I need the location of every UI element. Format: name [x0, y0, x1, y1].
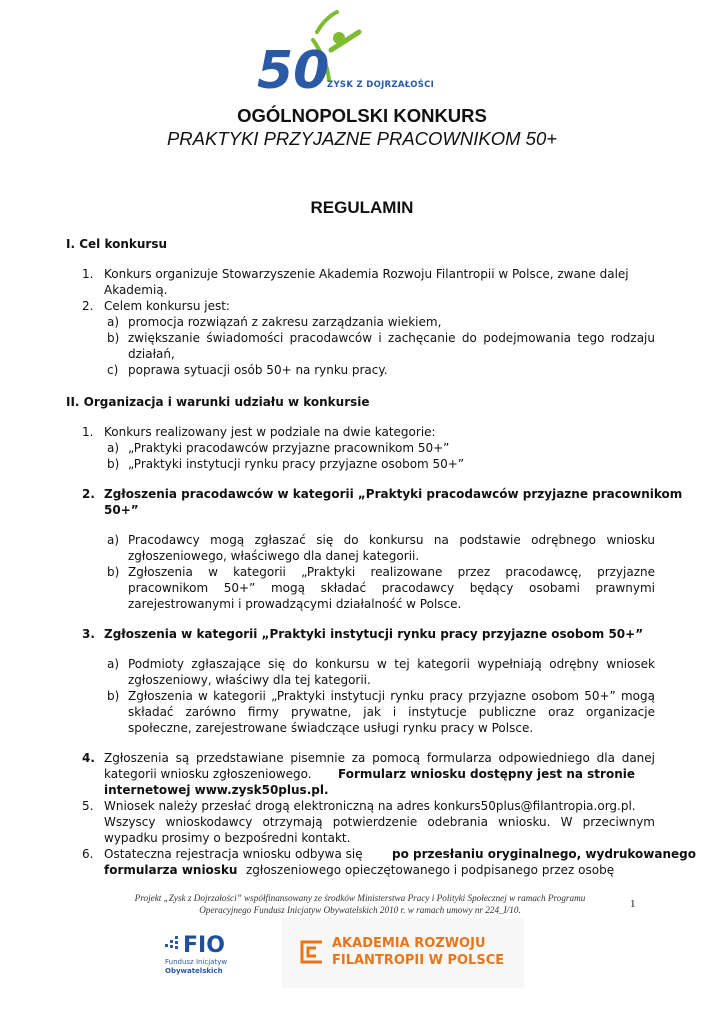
paragraph-line: pracownikom 50+” mogą składać pracodawcy będący osobami prawnymi [128, 581, 655, 595]
fio-sub-1: Fundusz Inicjatyw [165, 958, 228, 966]
paragraph-heading-line: Zgłoszenia w kategorii „Praktyki instytucji rynku pracy przyjazne osobom 50+” [104, 627, 644, 641]
list-number: 5. [82, 799, 94, 813]
arfp-line-1: AKADEMIA ROZWOJU [332, 936, 486, 951]
paragraph-line: poprawa sytuacji osób 50+ na rynku pracy. [128, 363, 388, 377]
paragraph-line: wypadku prosimy o bezpośredni kontakt. [104, 831, 351, 845]
sub-label: b) [107, 689, 120, 703]
paragraph-line-bold: formularza wniosku [104, 863, 238, 877]
list-number: 3. [82, 627, 95, 641]
paragraph-line: Zgłoszenia są przedstawiane pisemnie za pomocą formularza odpowiedniego dla danej [104, 751, 655, 765]
akademia-rozwoju-filantropii-logo [282, 918, 524, 988]
paragraph-line: „Praktyki instytucji rynku pracy przyjazne osobom 50+” [128, 457, 465, 471]
list-number: 1. [82, 267, 94, 281]
list-number: 2. [82, 487, 95, 501]
paragraph-line: zgłoszeniowego, właściwego dla danej kategorii. [128, 549, 420, 563]
sub-label: b) [107, 331, 120, 345]
list-number: 6. [82, 847, 94, 861]
title-line-2: PRAKTYKI PRZYJAZNE PRACOWNIKOM 50+ [166, 128, 558, 149]
sub-label: a) [107, 441, 120, 455]
sub-label: a) [107, 657, 120, 671]
paragraph-line: społeczne, zarejestrowane świadczące usługi rynku pracy w Polsce. [128, 721, 534, 735]
paragraph-line: Akademią. [104, 283, 168, 297]
title-line-1: OGÓLNOPOLSKI KONKURS [237, 105, 487, 126]
paragraph-line: Pracodawcy mogą zgłaszać się do konkursu na podstawie odrębnego wniosku [128, 533, 655, 547]
paragraph-line: Zgłoszenia w kategorii „Praktyki realizowane przez pracodawcę, przyjazne [128, 565, 655, 579]
paragraph-line-bold: internetowej www.zysk50plus.pl. [104, 783, 329, 797]
paragraph-line: Konkurs realizowany jest w podziale na dwie kategorie: [104, 425, 436, 439]
sub-label: c) [107, 363, 119, 377]
sub-label: b) [107, 457, 120, 471]
paragraph-line: Ostateczna rejestracja wniosku odbywa się [104, 847, 363, 861]
section-2-heading: II. Organizacja i warunki udziału w konkursie [66, 395, 370, 409]
fio-sub-2: Obywatelskich [165, 967, 223, 975]
paragraph-line: składać zarówno firmy prywatne, jak i instytucje publiczne oraz organizacje [128, 705, 655, 719]
paragraph-line: zgłoszeniowy, właściwy dla tej kategorii. [128, 673, 371, 687]
paragraph-line-bold: Formularz wniosku dostępny jest na stronie [338, 767, 635, 781]
paragraph-line: Celem konkursu jest: [104, 299, 230, 313]
sub-label: b) [107, 565, 120, 579]
sub-label: a) [107, 315, 120, 329]
paragraph-line: „Praktyki pracodawców przyjazne pracownikom 50+” [128, 441, 450, 455]
page-number: 1 [630, 898, 636, 910]
doc-title: REGULAMIN [310, 198, 414, 217]
arfp-line-2: FILANTROPII W POLSCE [332, 953, 505, 968]
section-1-heading: I. Cel konkursu [66, 237, 168, 251]
paragraph-heading-line: 50+” [104, 503, 139, 517]
logo-number: 50 [257, 41, 330, 100]
fio-logo [163, 928, 253, 978]
paragraph-line: Konkurs organizuje Stowarzyszenie Akademia Rozwoju Filantropii w Polsce, zwane dalej [104, 267, 629, 281]
paragraph-line: kategorii wniosku zgłoszeniowego. [104, 767, 312, 781]
paragraph-line: zarejestrowanymi i prowadzącymi działalność w Polsce. [128, 597, 462, 611]
paragraph-line: zwiększanie świadomości pracodawców i zachęcanie do podejmowania tego rodzaju [128, 331, 655, 345]
paragraph-line: zgłoszeniowego opieczętowanego i podpisanego przez osobę [246, 863, 615, 877]
footer-line-1: Projekt „Zysk z Dojrzałości” współfinansowany ze środków Ministerstwa Pracy i Polityki Społecznej w ramach Programu [134, 893, 586, 903]
list-number: 4. [82, 751, 95, 765]
paragraph-line: Zgłoszenia w kategorii „Praktyki instytucji rynku pracy przyjazne osobom 50+” mogą [128, 689, 655, 703]
paragraph-line: Wszyscy wnioskodawcy otrzymają potwierdzenie odebrania wniosku. W przeciwnym [104, 815, 655, 829]
paragraph-line: Wniosek należy przesłać drogą elektroniczną na adres konkurs50plus@filantropia.org.pl. [104, 799, 636, 813]
sub-label: a) [107, 533, 120, 547]
arfp-mark-icon [298, 938, 324, 966]
paragraph-line: działań, [128, 347, 175, 361]
list-number: 1. [82, 425, 94, 439]
paragraph-line: promocja rozwiązań z zakresu zarządzania wiekiem, [128, 315, 442, 329]
fio-logo-text: FIO [183, 933, 225, 958]
paragraph-heading-line: Zgłoszenia pracodawców w kategorii „Praktyki pracodawców przyjazne pracownikom [104, 487, 683, 501]
footer-line-2: Operacyjnego Fundusz Inicjatyw Obywatelskich 2010 r. w ramach umowy nr 224_I/10. [199, 905, 521, 915]
list-number: 2. [82, 299, 94, 313]
paragraph-line-bold: po przesłaniu oryginalnego, wydrukowanego [392, 847, 696, 861]
paragraph-line: Podmioty zgłaszające się do konkursu w tej kategorii wypełniają odrębny wniosek [128, 657, 655, 671]
logo-text: ZYSK Z DOJRZAŁOŚCI [327, 80, 435, 90]
